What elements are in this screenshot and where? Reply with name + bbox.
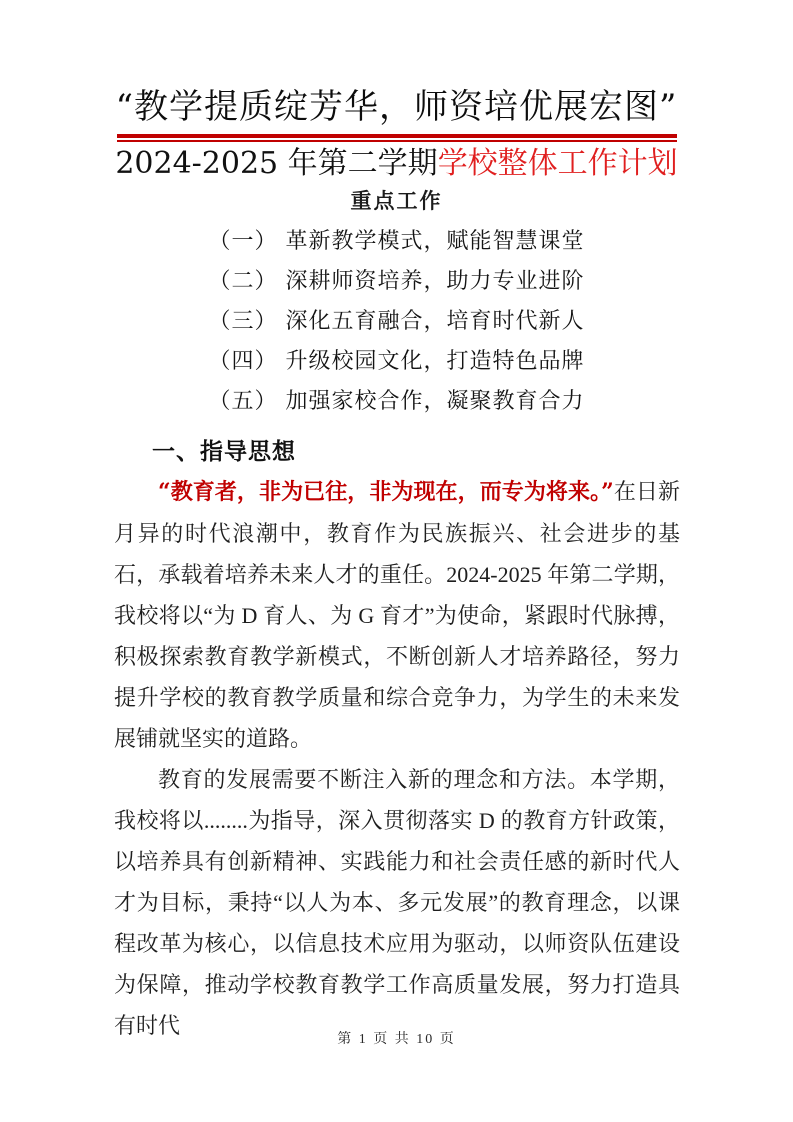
key-work-item: （二） 深耕师资培养，助力专业进阶 [208, 269, 585, 294]
key-work-item: （一） 革新教学模式，赋能智慧课堂 [208, 229, 585, 254]
paragraph-1 [114, 471, 680, 759]
page-number-footer: 第 1 页 共 10 页 [337, 1032, 456, 1047]
document-title-highlight: 学校整体工作计划 [437, 146, 678, 181]
key-work-list [0, 222, 793, 422]
banner-title: “教学提质绽芳华，师资培优展宏图” [115, 87, 678, 127]
document-title [0, 144, 793, 184]
key-work-item: （三） 深化五育融合，培育时代新人 [208, 309, 585, 334]
document-title-term: 2024-2025 年第二学期 [115, 146, 438, 181]
key-work-item: （四） 升级校园文化，打造特色品牌 [208, 349, 585, 374]
red-double-divider [117, 134, 677, 142]
paragraph-1-text: 在日新月异的时代浪潮中，教育作为民族振兴、社会进步的基石，承载着培养未来人才的重任。2024-2025 年第二学期，我校将以“为 D 育人、为 G 育才”为使命，紧跟时代脉搏，积极探索教育教学新模式，不断创新人才培养路径，努力提升学校的教育教学质量和综合竞争力，为学生的未来发展铺就坚实的道路。 [114, 479, 680, 751]
guiding-quote: “教育者，非为已往，非为现在，而专为将来。” [158, 479, 614, 505]
section-1-heading: 一、指导思想 [152, 438, 296, 464]
key-work-heading: 重点工作 [350, 188, 443, 213]
key-work-item: （五） 加强家校合作，凝聚教育合力 [208, 389, 585, 414]
paragraph-2: 教育的发展需要不断注入新的理念和方法。本学期，我校将以........为指导，深入贯彻落实 D 的教育方针政策，以培养具有创新精神、实践能力和社会责任感的新时代人才为目标，秉持“以人为本、多元发展”的教育理念，以课程改革为核心，以信息技术应用为驱动，以师资队伍建设为保障，推动学校教育教学工作高质量发展，努力打造具有时代 [114, 767, 680, 1038]
document-body [114, 471, 680, 1046]
